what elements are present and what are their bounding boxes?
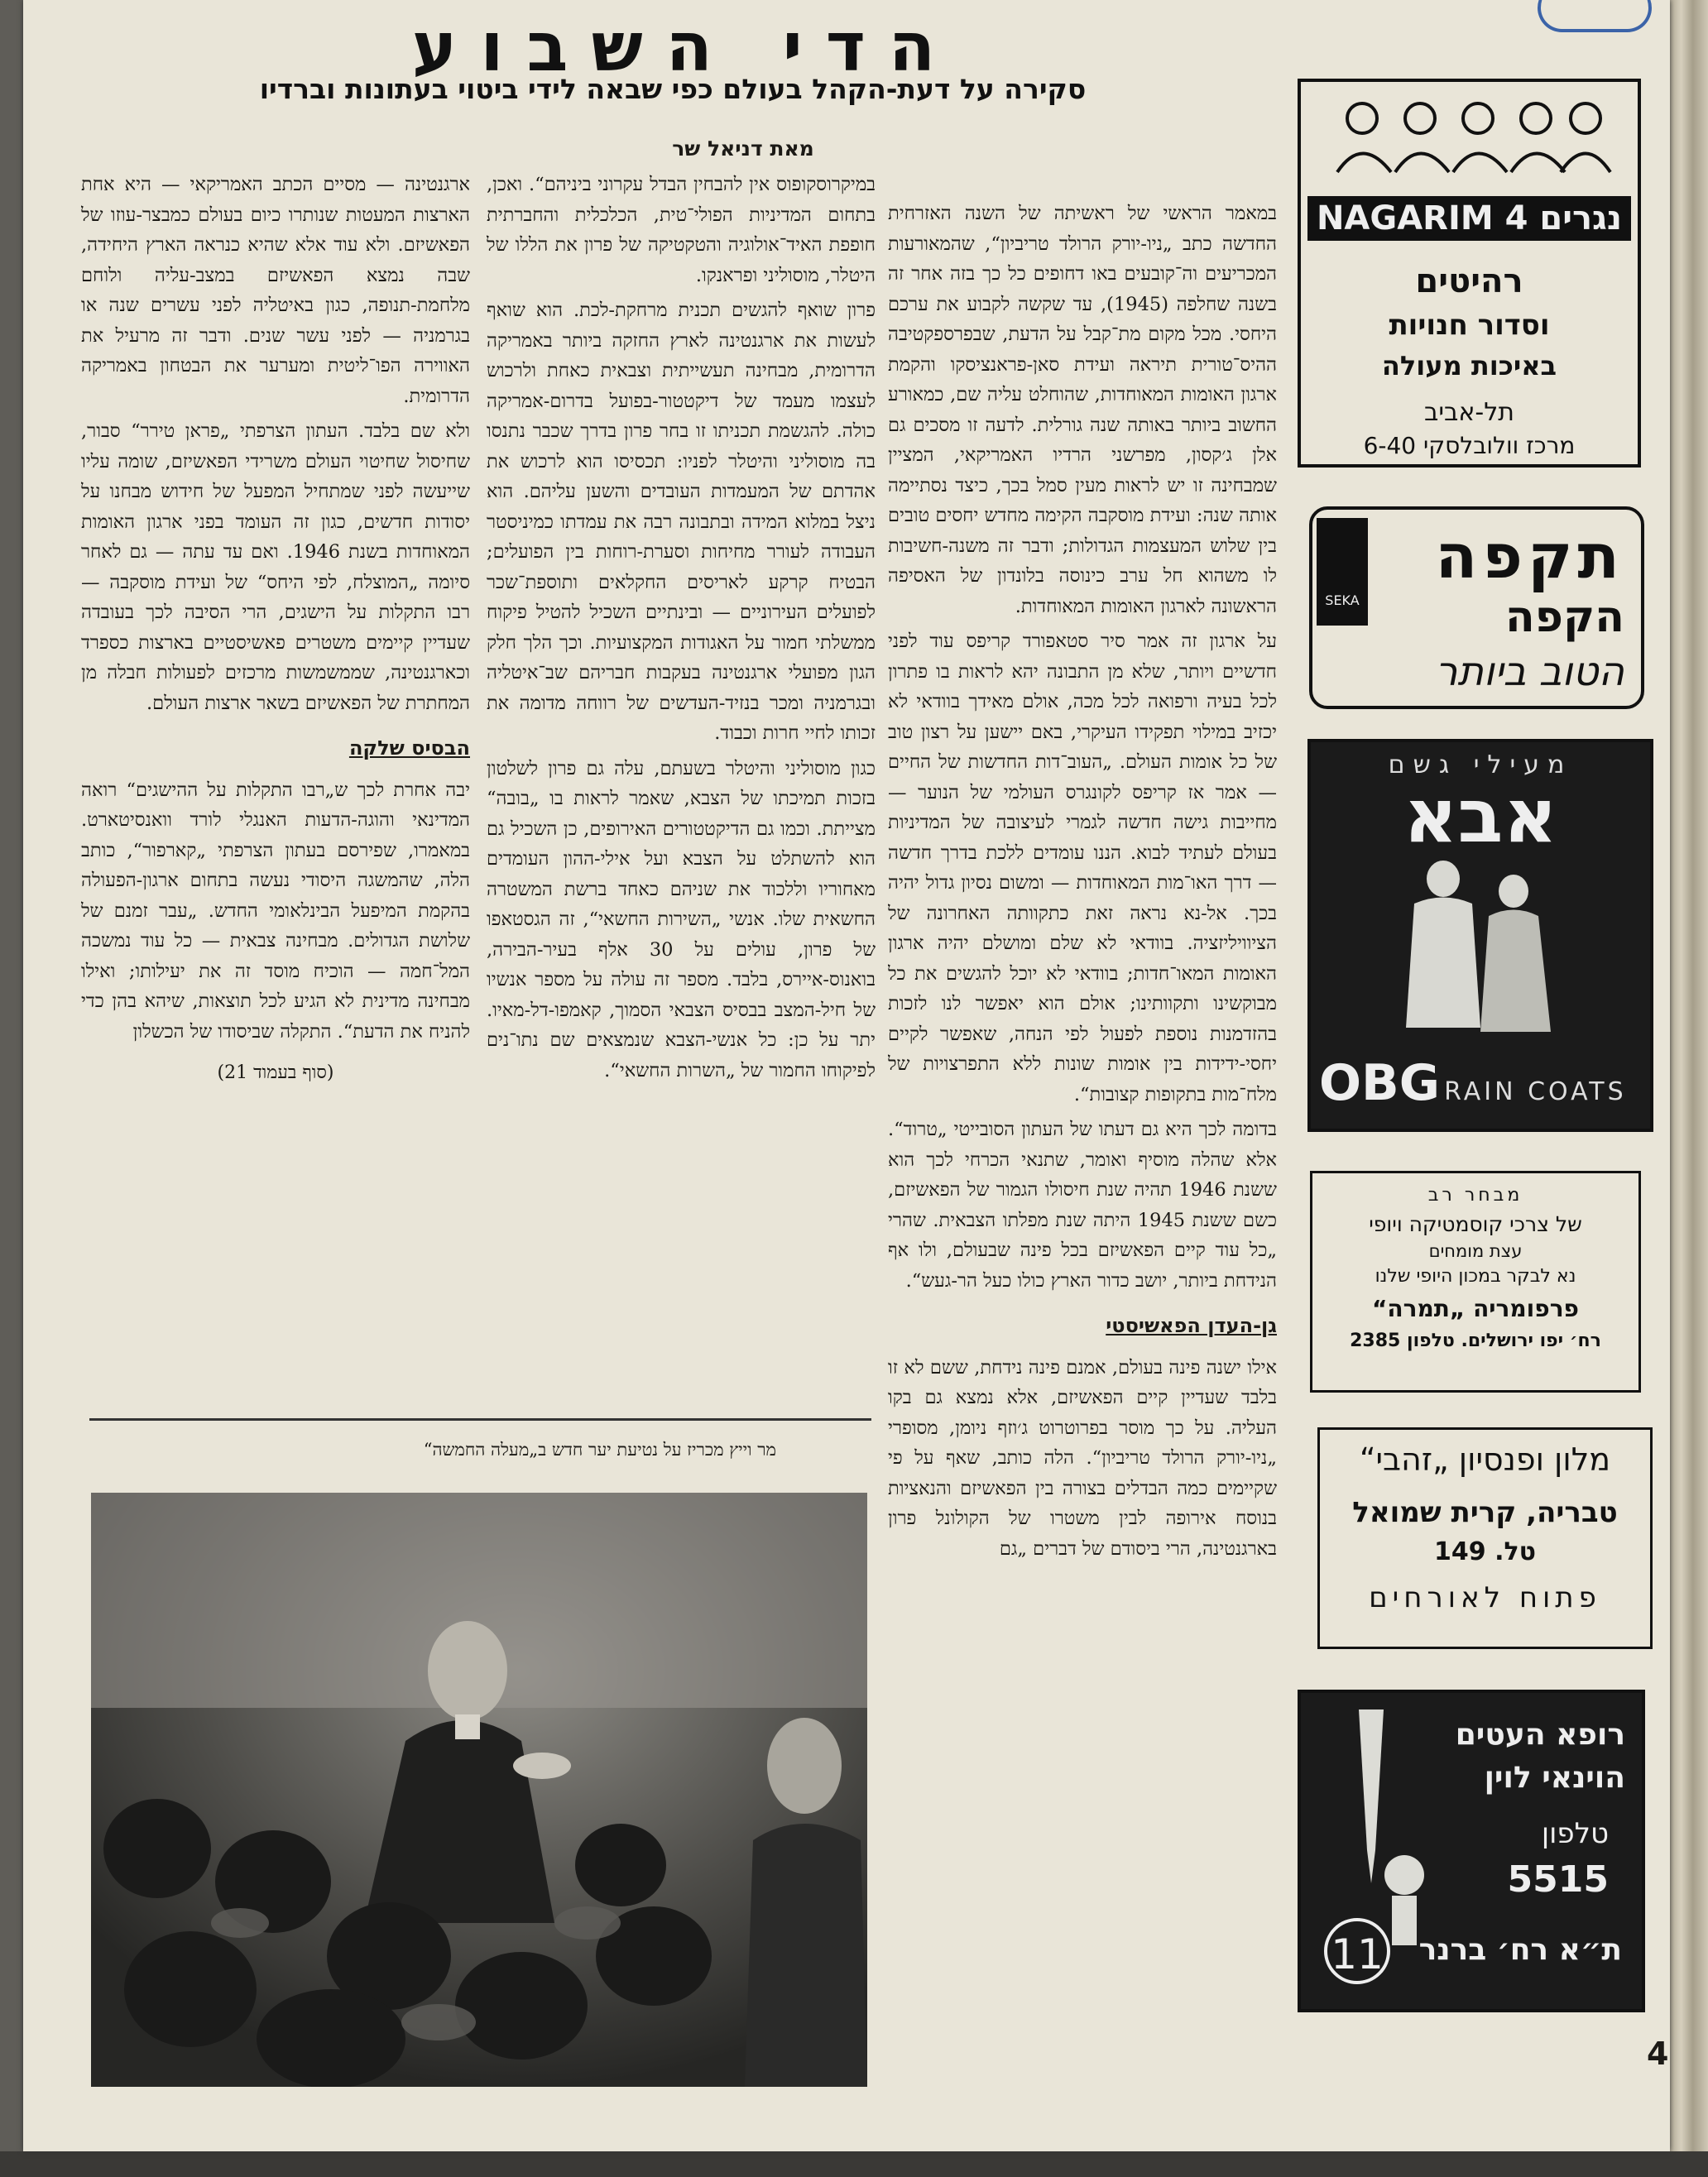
article-byline: מאת דניאל שר — [672, 137, 814, 161]
book-binding — [1670, 0, 1708, 2177]
newspaper-page — [23, 0, 1670, 2151]
section-heading: גן-העדן הפאשיסטי — [1106, 1314, 1277, 1337]
ad-tamara-perfumery — [1310, 1171, 1641, 1393]
dentist-number-badge: 11 — [1324, 1918, 1390, 1984]
speaker-photo-image — [91, 1493, 867, 2087]
paragraph: פרון שואף להגשים תכנית מרחקת-לכת. הוא שואף לעשות את ארגנטינה לארץ החזקה ביותר באמריקה הדרומית, מבחינה תעשייתית וצבאית כאחת ולרכוש לעצמו מעמד של דיקטטור-בפועל בדרום-אמריקה כולה. להגשמת תכניתו זו בחר פרון בדרך שכבר נתנסו בה מוסוליני והיטלר לפניו: תכסיסו הוא לרכוש את אהדתם של המעמדות העובדים והשען עליהם. הוא ניצל במלוא המידה ובתבונה רבה את עמדתו כמיניסטר העבודה לעורר מחיחות וסערת-רוחות בין הפועלים; הבטיח קרקע לאריסים החקלאים ותוספת־שכר לפועלים העירוניים — ובינתיים השכיל להטיל פיקוח ממשלתי חמור על האגודות המקצועיות. וכך הלך חלק הגון מפועלי ארגנטינה בעקבות חבריהם שב־איטליה ובגרמניה ומכר בנזיד-העדשים של רווחה מדומה את זכותו לחיי חרות וכבוד. — [487, 300, 876, 744]
zahavi-line4: פתוח לאורחים — [1369, 1581, 1601, 1614]
tamara-line6: רח׳ יפו ירושלים. טלפון 2385 — [1350, 1331, 1601, 1351]
paragraph: בדומה לכך היא גם דעתו של העתון הסובייטי „טרוד“. אלא שהלה מוסיף ואומר, שתנאי הכרחי לכך הוא ששנת 1946 תהיה שנת חיסולו הגמור של הפאשיזם, כשם ששנת 1945 היתה שנת מפלתו הצבאית. שהרי „כל עוד קיים הפאשיזם בכל פינה שבעולם, ולו אף הנידחת ביותר, יושב כדור הארץ כולו כעל הר-געש“. — [888, 1119, 1277, 1292]
zahavi-line1: מלון ופנסיון „זהבי“ — [1359, 1441, 1611, 1478]
nagarim-line2: וסדור חנויות — [1389, 309, 1550, 342]
ad-zahavi-hotel — [1317, 1427, 1653, 1649]
ad-nagarim — [1298, 79, 1641, 468]
nagarim-address: מרכז וולובלסקי 6-40 — [1363, 432, 1576, 459]
ad-tkeifa — [1309, 506, 1644, 709]
nagarim-line3: באיכות מעולה — [1381, 350, 1557, 381]
paragraph: אילו ישנה פינה בעולם, אמנם פינה נידחת, ששם לא זו בלבד שעדיין קיים הפאשיזם, אלא נמצא גם בקו העליה. על כך מוסר בפרוטרוט ג׳וזף ניומן, מסופרי „ניו-יורק הרולד טריביון“. הלה כותב, שאף על פי שקיימים כמה הבדלים בצורה בין הפאשיזם והנאציות בנוסח אירופה לבין משטרו של הקולונל פרון בארגנטינה, הרי ביסודם של דברים „גם — [888, 1356, 1277, 1560]
article-subtitle: סקירה על דעת-הקהל בעולם כפי שבאה לידי ביטוי בעתונות וברדיו — [259, 73, 1087, 105]
scan-background — [0, 2151, 1708, 2177]
ad-pen-doctor — [1298, 1690, 1645, 2012]
news-photo — [91, 1493, 867, 2087]
article-column-left — [81, 170, 470, 1386]
paragraph: ארגנטינה — מסיים הכתב האמריקאי — היא אחת הארצות המעטות שנותרו כיום בעולם כמבצר-עוזו של הפאשיזם. ולא עוד אלא שהיא כנראה הארץ היחידה, שבה נמצא הפאשיזם במצב-עליה ולוחם מלחמת-תנופה, כגון באיטליה לפני עשרים שנה או בגרמניה — לפני עשר שנים. ודבר זה מרעיל את האווירה הפו־ליטית ומערער את הבטחון באמריקה הדרומית. — [81, 174, 470, 407]
ad-aba-raincoats — [1307, 739, 1653, 1132]
photo-caption: מר וייץ מכריז על נטיעת יער חדש ב„מעלה החמשה“ — [423, 1440, 776, 1460]
dentist-line1: רופא העטים — [1455, 1718, 1625, 1752]
dentist-phone-label: טלפון — [1541, 1817, 1609, 1850]
aba-product: RAIN COATS — [1444, 1077, 1627, 1106]
tkeifa-line2: הטוב ביותר — [1435, 649, 1624, 695]
zahavi-line3: טל. 149 — [1434, 1537, 1536, 1566]
tamara-line3: עצת מומחים — [1428, 1241, 1523, 1261]
zahavi-line2: טבריה, קרית שמואל — [1352, 1496, 1618, 1529]
nagarim-brand: NAGARIM 4 נגרים — [1307, 196, 1631, 241]
article-column-right — [888, 199, 1277, 2151]
tkeifa-brand: תקפה — [1435, 521, 1624, 592]
paragraph: במיקרוסקופוס אין להבחין הבדל עקרוני ביניהם“. ואכן, בתחום המדיניות הפולי־טית, הכלכלית והחברתית חופפת האיד־אולוגיה והטקטיקה של פרון את הללו של היטלר, מוסוליני ופראנקו. — [487, 174, 876, 286]
couple-in-raincoats-image — [1356, 854, 1605, 1044]
paragraph: על ארגון זה אמר סיר סטאפורד קריפס עוד לפני חדשיים ויותר, שלא מן התבונה יהא לראות בו פתרון לכל בעיה ורפואה לכל מכה, אולם מאידך בוודאי לא יכזיב במילוי תפקידו העיקרי, באם יישען על רצון טוב של כל אומות העולם. „העוב־דות החדשות של החיים — אמר אז קריפס לקונגרס העולמי של הנוער — מחייבות גישה חדשה לגמרי לעיצובה של המדיניות בעולם לעתיד לבוא. הננו עומדים ללכת בדרך חדשה — דרך האו־מות המאוחדות — ומשום נסיון גדול יהיה בכך. אל-נא נראה זאת כתקוותה האחרונה של הציוויליזציה. בוודאי לא שלם ומושלם יהיה ארגון האומות המאו־חדות; בוודאי לא יוכל להגשים את כל מבוקשינו ותקוותינו; אולם הוא יאפשר לנו לזכות בהזדמנות נוספת לפעול לפי הנחה, שאפשר לקיים יחסי-ידידות בין אומות שונות ללא התפרצויות של מלח־מות בתקופות קצובות“. — [888, 631, 1277, 1105]
article-column-middle — [487, 170, 876, 1386]
masthead-title: הדי השבוע — [411, 8, 959, 87]
advertisements-column — [1298, 0, 1670, 2151]
dentist-phone: 5515 — [1507, 1858, 1609, 1901]
tamara-line2: של צרכי קוסמטיקה ויופי — [1369, 1212, 1582, 1236]
nagarim-city: תל-אביב — [1423, 398, 1515, 427]
continued-note: (סוף בעמוד 21) — [217, 1062, 334, 1083]
dentist-address: ת״א רח׳ ברנר — [1418, 1933, 1622, 1967]
nagarim-line1: רהיטים — [1415, 262, 1523, 300]
seka-logo: SEKA — [1317, 518, 1368, 626]
page-number: 4 — [1647, 2036, 1669, 2072]
section-heading: הבסיס שלקה — [348, 736, 470, 760]
tamara-line5: פרפומריה „תמרה“ — [1372, 1295, 1579, 1322]
tkeifa-line1: הקפה — [1505, 592, 1624, 642]
carpenters-logo-icon — [1312, 94, 1627, 193]
aba-brand: אבא — [1403, 773, 1557, 860]
tamara-line1: מבחר רב — [1427, 1185, 1523, 1206]
paragraph: יבה אחרת לכך ש„רבו התקלות על ההישגים“ רואה המדינאי והוגה-הדעות האנגלי לורד וואנסיטארט. במאמרו, שפירסם בעתון הצרפתי „קארפור“, כותב הלה, שהמשגה היסודי נעשה בתחום ארגון-הפעולה בהקמת המיפעל הבינלאומי החדש. „עבר זמנם של שלושת הגדולים. מבחינה צבאית — כל עוד נמשכה המל־חמה — הוכיח מוסד זה את יעילותו; ואילו מבחינה מדינית לא הגיע לכל תוצאות, שיהא בהן כדי להניח את הדעת“. התקלה שביסודו של הכשלון — [81, 779, 470, 1043]
aba-top-text: מעילי גשם — [1388, 750, 1573, 779]
paragraph: ולא שם בלבד. העתון הצרפתי „פראן טירר“ סבור, שחיסול שחיטוי העולם משרידי הפאשיזם, שומה עליו שייעשה לפני שמתחיל המפעל של חידוש מבחנו על יסודות חדשים, כגון זה העומד בפני ארגון האומות המאוחדות בשנת 1946. ואם עד עתה — גם לאחר סיומה „המוצלח, לפי היחס“ של ועידת מוסקבה — רבו התקלות על הישגים, הרי הסיבה לכך בעובדה שעדיין קיימים משטרים פאשיסטיים בארצות כספרד וכארגנטינה, שממשמשות מרכזים לפעולות חבלה מן המחתרת של הפאשיזם בשאר ארצות העולם. — [81, 420, 470, 714]
obg-logo: OBG — [1319, 1054, 1440, 1112]
paragraph: כגון מוסוליני והיטלר בשעתם, עלה גם פרון לשלטון בזכות תמיכתו של הצבא, שאמר לראות בו „בובה“ מצייתת. וכמו גם הדיקטטורים האירופים, כן השכיל גם הוא להשתלט על הצבא ועל אילי-ההון העומדים מאחוריו וללכוד את שניהם כאחד ברשת המשטרה החשאית שלו. אנשי „השירות החשאי“, זה הגסטאפו של פרון, עולים על 30 אלף בעיר-הבירה, בואנוס-איירס, בלבד. מספר זה עולה על מספר אנשיו של חיל-המצב בבסיס הצבאי הסמוך, קאמפו-דל-מאיו. יתר על כן: כל אנשי-הצבא שנמצאים שם נתו־נים לפיקוחו החמור של „השרות החשאי“. — [487, 757, 876, 1081]
column-divider — [89, 1418, 871, 1421]
dentist-line2: הוינאי לוין — [1484, 1761, 1625, 1795]
paragraph: במאמר הראשי של ראשיתה של השנה האזרחית החדשה כתב „ניו-יורק הרולד טריביון“, שהמאורעות המכריעים וה־קובעים באו דחופים כל כך בזה אחר זה בשנה שחלפה (1945), עד שקשה לקבוע את ערכם היחסי. מכל מקום מת־קבל על הדעת, שבפרספקטיבה ההיס־טורית תיראה ועידת סאן-פראנציסקו והקמת ארגון האומות המאוחדות, שהוחלט עליה שם, כמאורע החשוב ביותר באותה שנה גורלית. לדעה זו מסכים גם אלן ג׳קסון, מפרשני הרדיו האמריקאי, המציין שמבחינה זו יש לראות מעין סמל בכך, כיצד נסתיימה אותה שנה: ועידת מוסקבה הקימה מחדש יחסים טובים בין שלוש המעצמות הגדולות; ודבר זה משנה-חשיבות לו משהוא חל ערב כינוסה בלונדון של האסיפה הראשונה לארגון האומות המאוחדות. — [888, 203, 1277, 617]
tamara-line4: נא לבקר במכון היופי שלנו — [1375, 1266, 1576, 1287]
